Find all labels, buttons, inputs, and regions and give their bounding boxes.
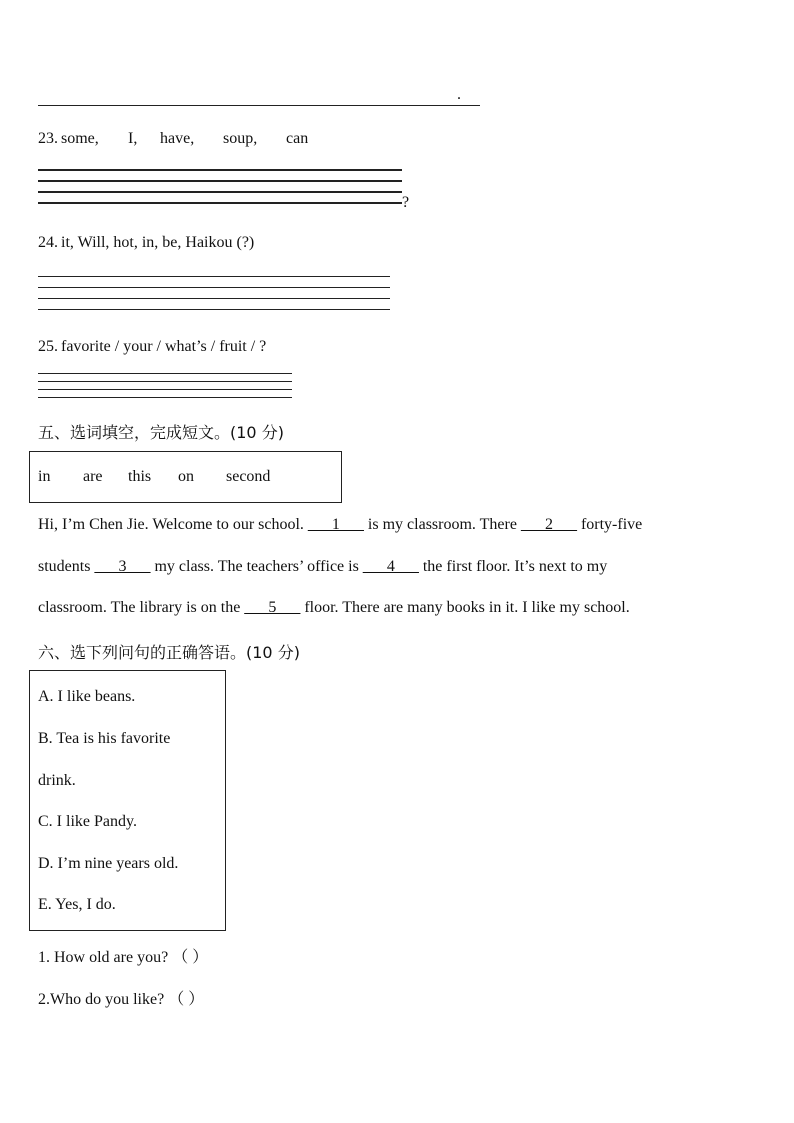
word-bank-item: on (178, 468, 194, 485)
passage-text: students (38, 558, 95, 575)
answer-line (38, 298, 390, 299)
blank-5[interactable]: ___5___ (244, 599, 301, 616)
passage-text: classroom. The library is on the (38, 599, 245, 616)
question-text: 1. How old are you? (38, 949, 169, 966)
scrambled-word: can (286, 130, 309, 147)
answer-options-box (29, 670, 226, 931)
word-bank-item: in (38, 468, 51, 485)
question-number: 25. (38, 338, 58, 355)
answer-option: drink. (38, 772, 76, 789)
passage-line (38, 558, 607, 576)
word-bank-item: this (128, 468, 152, 485)
answer-line (38, 373, 292, 374)
blank-2[interactable]: ___2___ (520, 516, 577, 533)
passage-text: is my classroom. There (363, 516, 521, 533)
answer-line (38, 180, 402, 182)
word-bank-item: second (226, 468, 271, 485)
blank-4[interactable]: ___4___ (362, 558, 419, 575)
question-prompt: it, Will, hot, in, be, Haikou (?) (61, 234, 255, 251)
blank-1[interactable]: ___1___ (307, 516, 364, 533)
answer-option: E. Yes, I do. (38, 896, 116, 913)
answer-line (38, 389, 292, 390)
word-bank (29, 451, 342, 503)
passage-text: floor. There are many books in it. I like my school. (300, 599, 630, 616)
answer-line (38, 169, 402, 171)
question-item (38, 944, 208, 967)
passage-text: the first floor. It’s next to my (418, 558, 608, 575)
answer-line (38, 287, 390, 288)
question-item (38, 986, 204, 1009)
scrambled-word: soup, (223, 130, 258, 147)
passage-line (38, 516, 642, 534)
answer-option: B. Tea is his favorite (38, 730, 171, 747)
answer-option: D. I’m nine years old. (38, 855, 179, 872)
answer-line (38, 381, 292, 382)
word-bank-item: are (83, 468, 103, 485)
answer-bracket[interactable]: （ ） (168, 991, 205, 1008)
question-text: 2.Who do you like? (38, 991, 165, 1008)
passage-line (38, 599, 630, 617)
question-prompt: favorite / your / what’s / fruit / ? (61, 338, 267, 355)
passage-text: Hi, I’m Chen Jie. Welcome to our school. (38, 516, 308, 533)
answer-line (38, 309, 390, 310)
scrambled-word: have, (160, 130, 195, 147)
section-6-title: 六、选下列问句的正确答语。(10 分) (38, 643, 300, 662)
answer-line (38, 276, 390, 277)
answer-line (38, 105, 480, 106)
answer-line (38, 191, 402, 193)
period-mark: . (457, 86, 461, 103)
answer-option: A. I like beans. (38, 688, 136, 705)
blank-3[interactable]: ___3___ (94, 558, 151, 575)
passage-text: forty-five (576, 516, 643, 533)
section-5-title: 五、选词填空，完成短文。(10 分) (38, 423, 284, 442)
answer-line (38, 397, 292, 398)
question-number: 24. (38, 234, 58, 251)
question-number: 23. (38, 130, 58, 147)
answer-line (38, 202, 402, 204)
passage-text: my class. The teachers’ office is (150, 558, 363, 575)
answer-bracket[interactable]: （ ） (172, 949, 209, 966)
question-mark: ? (402, 194, 410, 211)
scrambled-word: some, (61, 130, 99, 147)
answer-option: C. I like Pandy. (38, 813, 137, 830)
scrambled-word: I, (128, 130, 138, 147)
